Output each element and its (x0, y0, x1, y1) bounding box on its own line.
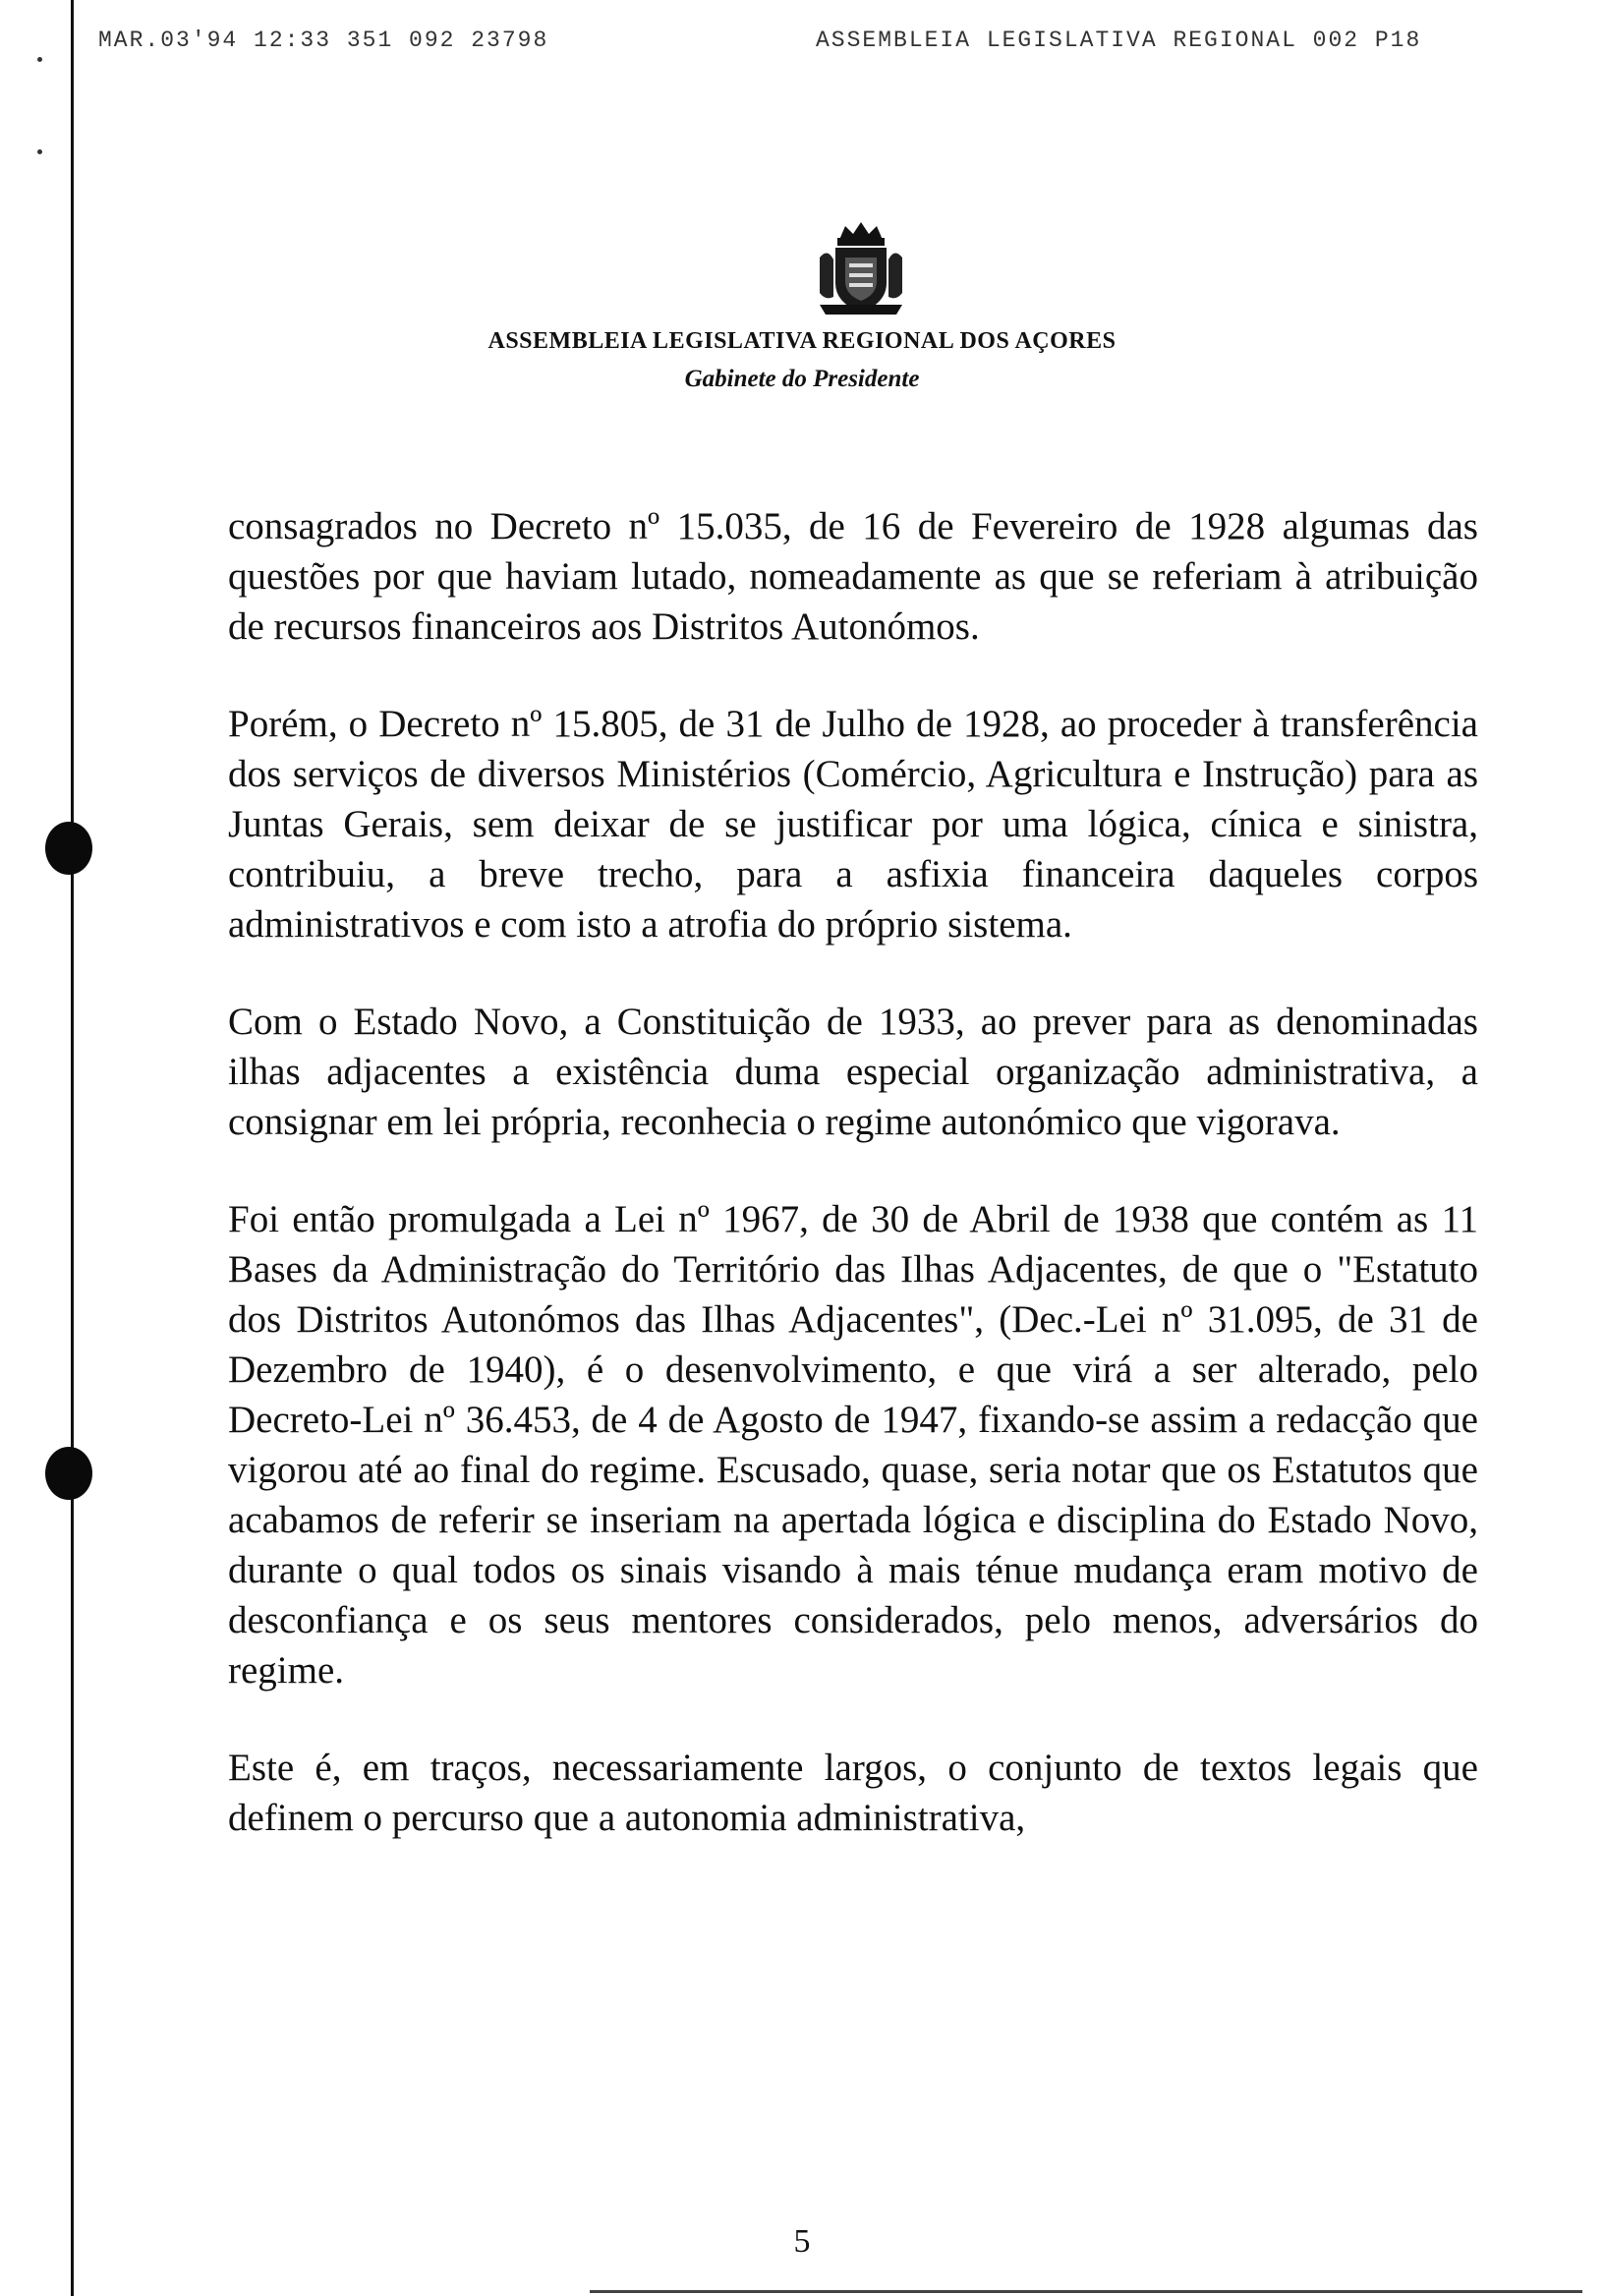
scan-speck (37, 57, 42, 62)
fax-transmission-header (98, 28, 1573, 67)
coat-of-arms-icon (816, 218, 906, 316)
fax-sender-line: ASSEMBLEIA LEGISLATIVA REGIONAL 002 P18 (816, 28, 1422, 53)
office-name: Gabinete do Presidente (684, 366, 920, 392)
page-number: 5 (793, 2223, 811, 2260)
paragraph: Com o Estado Novo, a Constituição de 1933, ao prever para as denominadas ilhas adjacentes a existência duma especial organização administrativa, a consignar em lei própria, reconhecia o regime autonómico que vigorava. (228, 1001, 1478, 1143)
punch-hole (45, 822, 92, 875)
paragraph: Este é, em traços, necessariamente largos, o conjunto de textos legais que definem o percurso que a autonomia administrativa, (228, 1747, 1478, 1839)
fax-bottom-line (590, 2290, 1582, 2293)
paragraph: Porém, o Decreto nº 15.805, de 31 de Julho de 1928, ao proceder à transferência dos serviços de diversos Ministérios (Comércio, Agricultura e Instrução) para as Juntas Gerais, sem deixar de se justificar por uma lógica, cínica e sinistra, contribuiu, a breve trecho, para a asfixia financeira daqueles corpos administrativos e com isto a atrofia do próprio sistema. (228, 703, 1478, 946)
paragraph: consagrados no Decreto nº 15.035, de 16 de Fevereiro de 1928 algumas das questões por que haviam lutado, nomeadamente as que se referiam à atribuição de recursos financeiros aos Distritos Autonómos. (228, 505, 1478, 648)
institution-name: ASSEMBLEIA LEGISLATIVA REGIONAL DOS AÇORES (487, 328, 1117, 354)
paragraph: Foi então promulgada a Lei nº 1967, de 30 de Abril de 1938 que contém as 11 Bases da Administração do Território das Ilhas Adjacentes, de que o "Estatuto dos Distritos Autonómos das Ilhas Adjacentes", (Dec.-Lei nº 31.095, de 31 de Dezembro de 1940), é o desenvolvimento, e que virá a ser alterado, pelo Decreto-Lei nº 36.453, de 4 de Agosto de 1947, fixando-se assim a redacção que vigorou até ao final do regime. Escusado, quase, seria notar que os Estatutos que acabamos de referir se inseriam na apertada lógica e disciplina do Estado Novo, durante o qual todos os sinais visando à mais ténue mudança eram motivo de desconfiança e os seus mentores considerados, pelo menos, adversários do regime. (228, 1198, 1478, 1692)
punch-hole (45, 1447, 92, 1500)
document-body (228, 501, 1478, 1890)
scan-speck (37, 149, 42, 154)
fax-timestamp-line: MAR.03'94 12:33 351 092 23798 (98, 28, 549, 53)
